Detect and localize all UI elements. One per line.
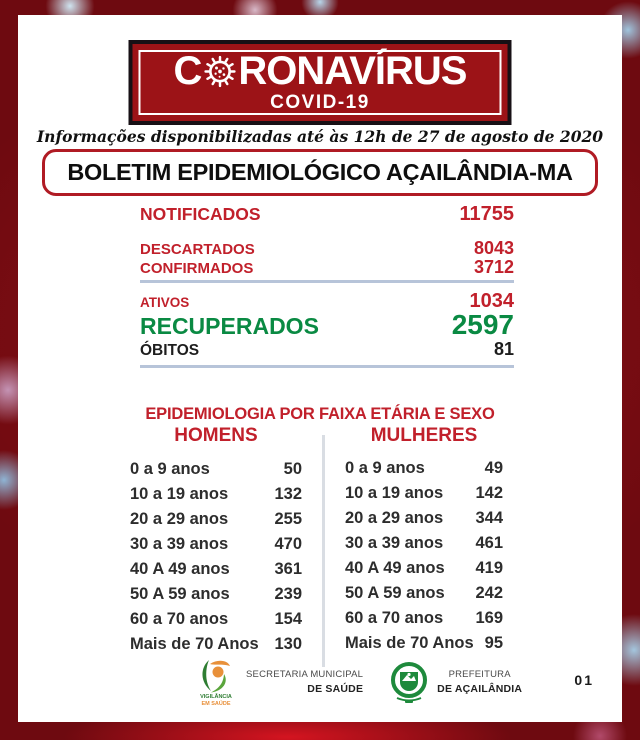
stat-row-descartados <box>140 238 514 259</box>
men-age-table <box>130 457 302 657</box>
age-range-value: 154 <box>274 610 302 628</box>
page-number: 01 <box>574 672 594 688</box>
stat-row-recuperados <box>140 309 514 341</box>
coronavirus-banner <box>129 40 512 125</box>
epidemiology-section-title: EPIDEMIOLOGIA POR FAIXA ETÁRIA E SEXO <box>145 405 495 423</box>
bulletin-panel <box>18 15 622 722</box>
vigilancia-em-saude-logo-icon <box>194 658 238 694</box>
stat-label-descartados: DESCARTADOS <box>140 241 255 258</box>
age-range-label: 50 A 59 anos <box>345 584 445 602</box>
men-column-header: HOMENS <box>174 425 258 446</box>
stat-label-notificados: NOTIFICADOS <box>140 204 261 224</box>
age-range-value: 169 <box>475 609 503 627</box>
secretaria-line2: DE SAÚDE <box>307 682 364 695</box>
age-range-value: 50 <box>283 460 302 478</box>
coronavirus-title-letter-c: C <box>173 49 202 93</box>
divider-line <box>140 365 514 368</box>
age-range-value: 419 <box>475 559 503 577</box>
stat-value-ativos: 1034 <box>469 290 514 312</box>
age-range-value: 361 <box>274 560 302 578</box>
age-range-value: 255 <box>274 510 302 528</box>
stat-label-confirmados: CONFIRMADOS <box>140 260 254 277</box>
table-row <box>345 481 503 506</box>
age-range-label: 50 A 59 anos <box>130 585 230 603</box>
table-row <box>345 456 503 481</box>
age-range-label: 0 a 9 anos <box>130 460 210 478</box>
footer-logos <box>194 658 522 707</box>
table-row <box>345 606 503 631</box>
table-row <box>130 582 302 607</box>
vigilancia-caption <box>200 694 232 707</box>
vigilancia-caption-line1: VIGILÂNCIA <box>200 694 232 700</box>
table-row <box>345 581 503 606</box>
footer <box>18 656 622 712</box>
table-row <box>130 457 302 482</box>
stat-value-recuperados: 2597 <box>451 309 514 340</box>
column-divider <box>322 435 325 667</box>
age-range-label: 0 a 9 anos <box>345 459 425 477</box>
secretaria-line1: SECRETARIA MUNICIPAL <box>246 669 364 681</box>
age-range-value: 49 <box>484 459 503 477</box>
prefeitura-line2: DE AÇAILÂNDIA <box>437 682 523 695</box>
age-range-label: 10 a 19 anos <box>345 484 444 502</box>
age-range-label: Mais de 70 Anos <box>130 635 259 653</box>
age-range-label: 40 A 49 anos <box>345 559 445 577</box>
table-row <box>130 557 302 582</box>
age-range-value: 132 <box>274 485 302 503</box>
age-range-value: 130 <box>274 635 302 653</box>
age-range-value: 344 <box>475 509 503 527</box>
age-range-value: 239 <box>274 585 302 603</box>
divider-line <box>140 280 514 283</box>
age-range-value: 95 <box>484 634 503 652</box>
prefeitura-label <box>437 669 522 696</box>
stat-row-notificados <box>140 203 514 226</box>
table-row <box>130 482 302 507</box>
age-range-label: 60 a 70 anos <box>130 610 229 628</box>
vigilancia-logo-block <box>194 658 238 707</box>
stat-label-recuperados: RECUPERADOS <box>140 313 319 339</box>
coronavirus-title-rest: RONAVÍRUS <box>238 49 467 93</box>
prefeitura-line1: PREFEITURA <box>448 669 511 681</box>
virus-icon <box>202 54 237 89</box>
secretaria-saude-label <box>246 669 363 696</box>
age-range-label: 20 a 29 anos <box>345 509 444 527</box>
stat-value-notificados: 11755 <box>459 203 514 225</box>
stat-label-obitos: ÓBITOS <box>140 342 200 359</box>
age-range-label: 20 a 29 anos <box>130 510 229 528</box>
table-row <box>130 532 302 557</box>
table-row <box>345 556 503 581</box>
stat-row-confirmados <box>140 257 514 278</box>
stat-value-confirmados: 3712 <box>473 257 514 277</box>
age-range-value: 470 <box>274 535 302 553</box>
age-range-value: 461 <box>475 534 503 552</box>
page-title: BOLETIM EPIDEMIOLÓGICO AÇAILÂNDIA-MA <box>42 149 598 196</box>
table-row <box>130 632 302 657</box>
age-range-label: 30 a 39 anos <box>130 535 229 553</box>
age-range-label: 60 a 70 anos <box>345 609 444 627</box>
stat-row-obitos <box>140 339 514 360</box>
table-row <box>345 531 503 556</box>
age-range-label: 40 A 49 anos <box>130 560 230 578</box>
age-range-value: 242 <box>475 584 503 602</box>
stat-label-ativos: ATIVOS <box>140 295 190 310</box>
vigilancia-caption-line2: EM SAÚDE <box>201 700 231 707</box>
table-row <box>345 631 503 656</box>
age-range-label: Mais de 70 Anos <box>345 634 474 652</box>
info-update-line: Informações disponibilizadas até às 12h de 27 de agosto de 2020 <box>36 127 604 146</box>
prefeitura-acailandia-logo-icon <box>389 661 429 705</box>
stat-value-descartados: 8043 <box>473 238 514 258</box>
stat-value-obitos: 81 <box>493 339 514 359</box>
age-range-label: 30 a 39 anos <box>345 534 444 552</box>
age-range-value: 142 <box>475 484 503 502</box>
covid19-subtitle: COVID-19 <box>270 92 370 113</box>
table-row <box>130 607 302 632</box>
women-column-header: MULHERES <box>370 425 478 446</box>
age-range-label: 10 a 19 anos <box>130 485 229 503</box>
coronavirus-banner-frame <box>139 50 502 115</box>
table-row <box>130 507 302 532</box>
coronavirus-title <box>174 51 467 91</box>
table-row <box>345 506 503 531</box>
women-age-table <box>345 456 503 656</box>
